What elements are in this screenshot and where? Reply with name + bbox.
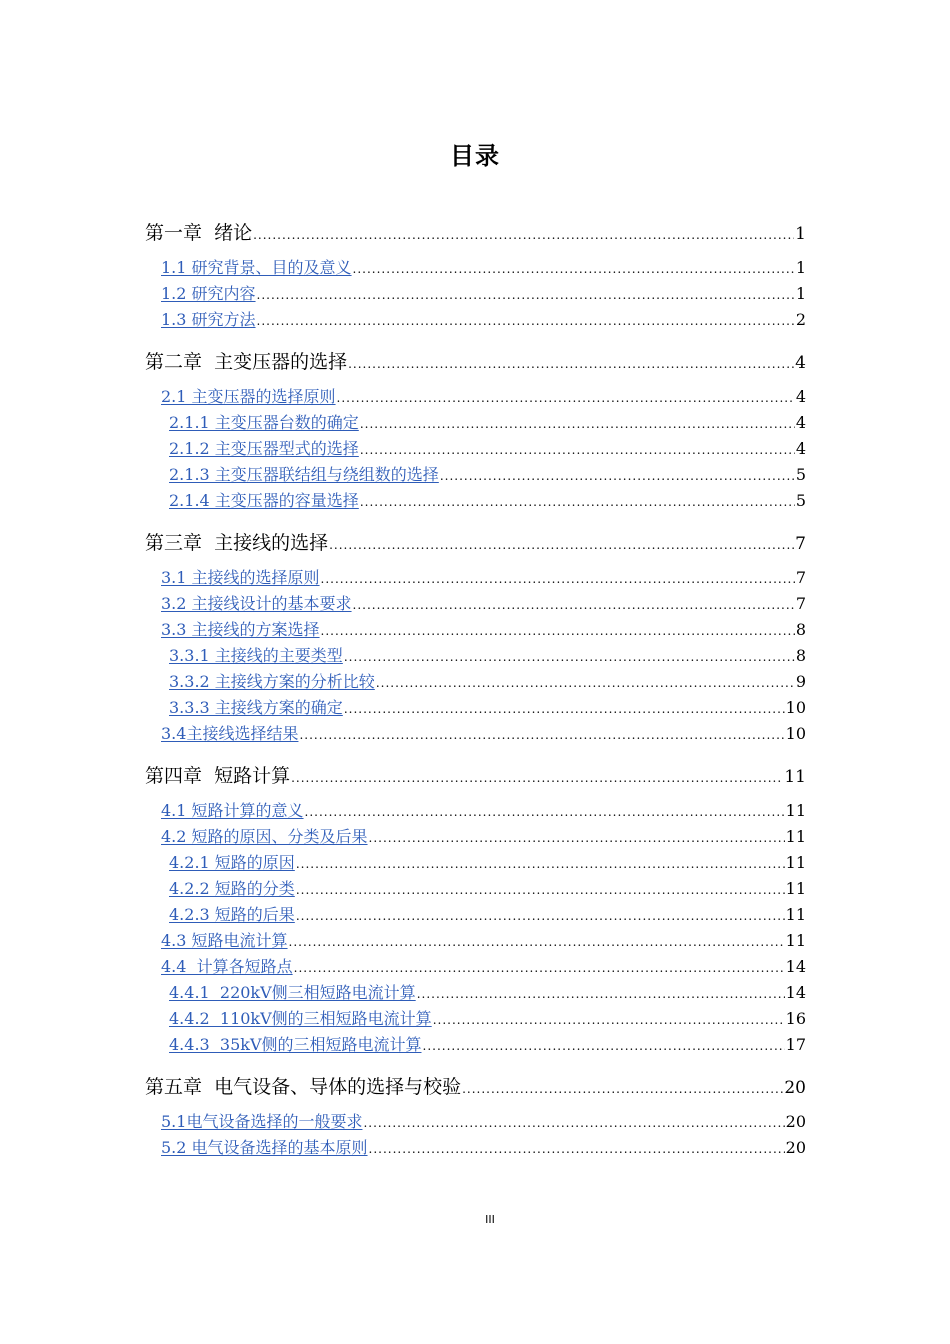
toc-subsection-entry[interactable] — [145, 980, 806, 1006]
toc-entry-label[interactable]: 3.4主接线选择结果 — [161, 724, 299, 743]
toc-entry-label[interactable]: 3.1 主接线的选择原则 — [161, 568, 320, 587]
toc-dot-leader — [329, 539, 794, 551]
toc-entry-label[interactable]: 3.3.3 主接线方案的确定 — [169, 698, 343, 717]
toc-page-number: 2 — [795, 310, 806, 329]
toc-entry-label[interactable]: 4.2.1 短路的原因 — [169, 853, 295, 872]
toc-page-number: 4 — [795, 387, 806, 406]
toc-subsection-entry[interactable] — [145, 850, 806, 876]
toc-dot-leader — [257, 315, 795, 327]
toc-page-number: 7 — [795, 568, 806, 587]
toc-section-entry[interactable] — [145, 591, 806, 617]
toc-page-number: 11 — [785, 801, 806, 820]
toc-page-number: 10 — [785, 698, 806, 717]
toc-subsection-entry[interactable] — [145, 695, 806, 721]
toc-chapter-entry — [145, 347, 806, 373]
toc-dot-leader — [423, 1040, 785, 1052]
toc-dot-leader — [440, 470, 795, 482]
toc-entry-label[interactable]: 4.4.3 35kV侧的三相短路电流计算 — [169, 1035, 422, 1054]
toc-dot-leader — [299, 729, 784, 741]
toc-page-number: 11 — [784, 767, 806, 787]
toc-entry-label[interactable]: 1.2 研究内容 — [161, 284, 256, 303]
toc-page-number: 14 — [785, 957, 806, 976]
toc-dot-leader — [353, 599, 795, 611]
toc-page-number: 7 — [795, 534, 806, 554]
toc-subsection-entry[interactable] — [145, 902, 806, 928]
toc-entry-label[interactable]: 4.4.1 220kV侧三相短路电流计算 — [169, 983, 416, 1002]
toc-entry-label[interactable]: 4.4 计算各短路点 — [161, 957, 293, 976]
toc-page-number: 14 — [785, 983, 806, 1002]
toc-page-number: 11 — [785, 931, 806, 950]
toc-page-number: 10 — [785, 724, 806, 743]
toc-page-number: 1 — [795, 258, 806, 277]
toc-entry-label: 第三章 主接线的选择 — [145, 532, 329, 554]
toc-page-number: 20 — [785, 1112, 806, 1131]
toc-page-number: 8 — [795, 620, 806, 639]
toc-page-number: 11 — [785, 905, 806, 924]
toc-page-number: 20 — [785, 1138, 806, 1157]
toc-dot-leader — [337, 392, 795, 404]
toc-subsection-entry[interactable] — [145, 1006, 806, 1032]
toc-section-entry[interactable] — [145, 721, 806, 747]
toc-entry-label[interactable]: 4.3 短路电流计算 — [161, 931, 288, 950]
toc-dot-leader — [360, 418, 795, 430]
toc-page-number: 1 — [795, 224, 806, 244]
toc-entry-label[interactable]: 5.2 电气设备选择的基本原则 — [161, 1138, 368, 1157]
toc-entry-label: 第二章 主变压器的选择 — [145, 351, 348, 373]
toc-section-entry[interactable] — [145, 255, 806, 281]
toc-dot-leader — [360, 444, 795, 456]
toc-dot-leader — [348, 358, 794, 370]
toc-page-number: 9 — [795, 672, 806, 691]
toc-entry-label: 第四章 短路计算 — [145, 765, 291, 787]
toc-subsection-entry[interactable] — [145, 436, 806, 462]
toc-section-entry[interactable] — [145, 617, 806, 643]
toc-section-entry[interactable] — [145, 928, 806, 954]
toc-entry-label[interactable]: 2.1 主变压器的选择原则 — [161, 387, 336, 406]
toc-page-number: 4 — [795, 353, 806, 373]
toc-section-entry[interactable] — [145, 1109, 806, 1135]
toc-dot-leader — [344, 651, 795, 663]
toc-dot-leader — [296, 858, 785, 870]
toc-page-number: 11 — [785, 853, 806, 872]
toc-dot-leader — [289, 936, 785, 948]
toc-chapter-entry — [145, 528, 806, 554]
toc-entry-label[interactable]: 4.4.2 110kV侧的三相短路电流计算 — [169, 1009, 432, 1028]
toc-subsection-entry[interactable] — [145, 488, 806, 514]
toc-dot-leader — [296, 884, 785, 896]
toc-page-number: 17 — [785, 1035, 806, 1054]
toc-page-number: 8 — [795, 646, 806, 665]
toc-dot-leader — [417, 988, 785, 1000]
toc-page-number: 5 — [795, 491, 806, 510]
table-of-contents — [145, 218, 806, 1161]
toc-page-number: 11 — [785, 879, 806, 898]
toc-entry-label: 第五章 电气设备、导体的选择与校验 — [145, 1076, 462, 1098]
toc-dot-leader — [433, 1014, 785, 1026]
page-title: 目录 — [450, 142, 500, 170]
toc-entry-label[interactable]: 4.2 短路的原因、分类及后果 — [161, 827, 368, 846]
toc-section-entry[interactable] — [145, 1135, 806, 1161]
toc-subsection-entry[interactable] — [145, 876, 806, 902]
toc-chapter-entry — [145, 1072, 806, 1098]
toc-entry-label[interactable]: 4.2.2 短路的分类 — [169, 879, 295, 898]
toc-section-entry[interactable] — [145, 824, 806, 850]
toc-dot-leader — [462, 1083, 783, 1095]
toc-dot-leader — [257, 289, 795, 301]
toc-dot-leader — [353, 263, 795, 275]
toc-subsection-entry[interactable] — [145, 669, 806, 695]
toc-dot-leader — [376, 677, 795, 689]
toc-page-number: 16 — [785, 1009, 806, 1028]
toc-dot-leader — [344, 703, 785, 715]
toc-dot-leader — [321, 625, 795, 637]
toc-entry-label[interactable]: 3.3.1 主接线的主要类型 — [169, 646, 343, 665]
toc-section-entry[interactable] — [145, 307, 806, 333]
toc-chapter-entry — [145, 761, 806, 787]
toc-entry-label[interactable]: 3.2 主接线设计的基本要求 — [161, 594, 352, 613]
toc-page-number: 5 — [795, 465, 806, 484]
toc-entry-label[interactable]: 2.1.2 主变压器型式的选择 — [169, 439, 359, 458]
toc-dot-leader — [369, 832, 785, 844]
toc-dot-leader — [369, 1143, 785, 1155]
toc-entry-label[interactable]: 3.3 主接线的方案选择 — [161, 620, 320, 639]
toc-dot-leader — [294, 962, 785, 974]
toc-entry-label: 第一章 绪论 — [145, 222, 253, 244]
toc-dot-leader — [360, 496, 795, 508]
toc-dot-leader — [291, 772, 783, 784]
toc-section-entry[interactable] — [145, 798, 806, 824]
toc-section-entry[interactable] — [145, 384, 806, 410]
toc-entry-label[interactable]: 2.1.4 主变压器的容量选择 — [169, 491, 359, 510]
toc-entry-label[interactable]: 4.2.3 短路的后果 — [169, 905, 295, 924]
toc-dot-leader — [296, 910, 785, 922]
toc-section-entry[interactable] — [145, 565, 806, 591]
toc-subsection-entry[interactable] — [145, 410, 806, 436]
toc-dot-leader — [253, 229, 794, 241]
toc-section-entry[interactable] — [145, 281, 806, 307]
toc-entry-label[interactable]: 4.1 短路计算的意义 — [161, 801, 304, 820]
page-number: III — [485, 1213, 495, 1226]
toc-entry-label[interactable]: 2.1.1 主变压器台数的确定 — [169, 413, 359, 432]
toc-page-number: 4 — [795, 439, 806, 458]
toc-entry-label[interactable]: 3.3.2 主接线方案的分析比较 — [169, 672, 375, 691]
toc-page-number: 11 — [785, 827, 806, 846]
toc-entry-label[interactable]: 1.1 研究背景、目的及意义 — [161, 258, 352, 277]
toc-page-number: 20 — [784, 1078, 806, 1098]
toc-dot-leader — [363, 1117, 784, 1129]
toc-entry-label[interactable]: 5.1电气设备选择的一般要求 — [161, 1112, 363, 1131]
toc-dot-leader — [321, 573, 795, 585]
toc-page-number: 4 — [795, 413, 806, 432]
toc-entry-label[interactable]: 1.3 研究方法 — [161, 310, 256, 329]
toc-subsection-entry[interactable] — [145, 462, 806, 488]
toc-entry-label[interactable]: 2.1.3 主变压器联结组与绕组数的选择 — [169, 465, 439, 484]
toc-subsection-entry[interactable] — [145, 643, 806, 669]
toc-chapter-entry — [145, 218, 806, 244]
toc-page-number: 7 — [795, 594, 806, 613]
toc-section-entry[interactable] — [145, 954, 806, 980]
toc-page-number: 1 — [795, 284, 806, 303]
toc-subsection-entry[interactable] — [145, 1032, 806, 1058]
toc-dot-leader — [305, 806, 785, 818]
